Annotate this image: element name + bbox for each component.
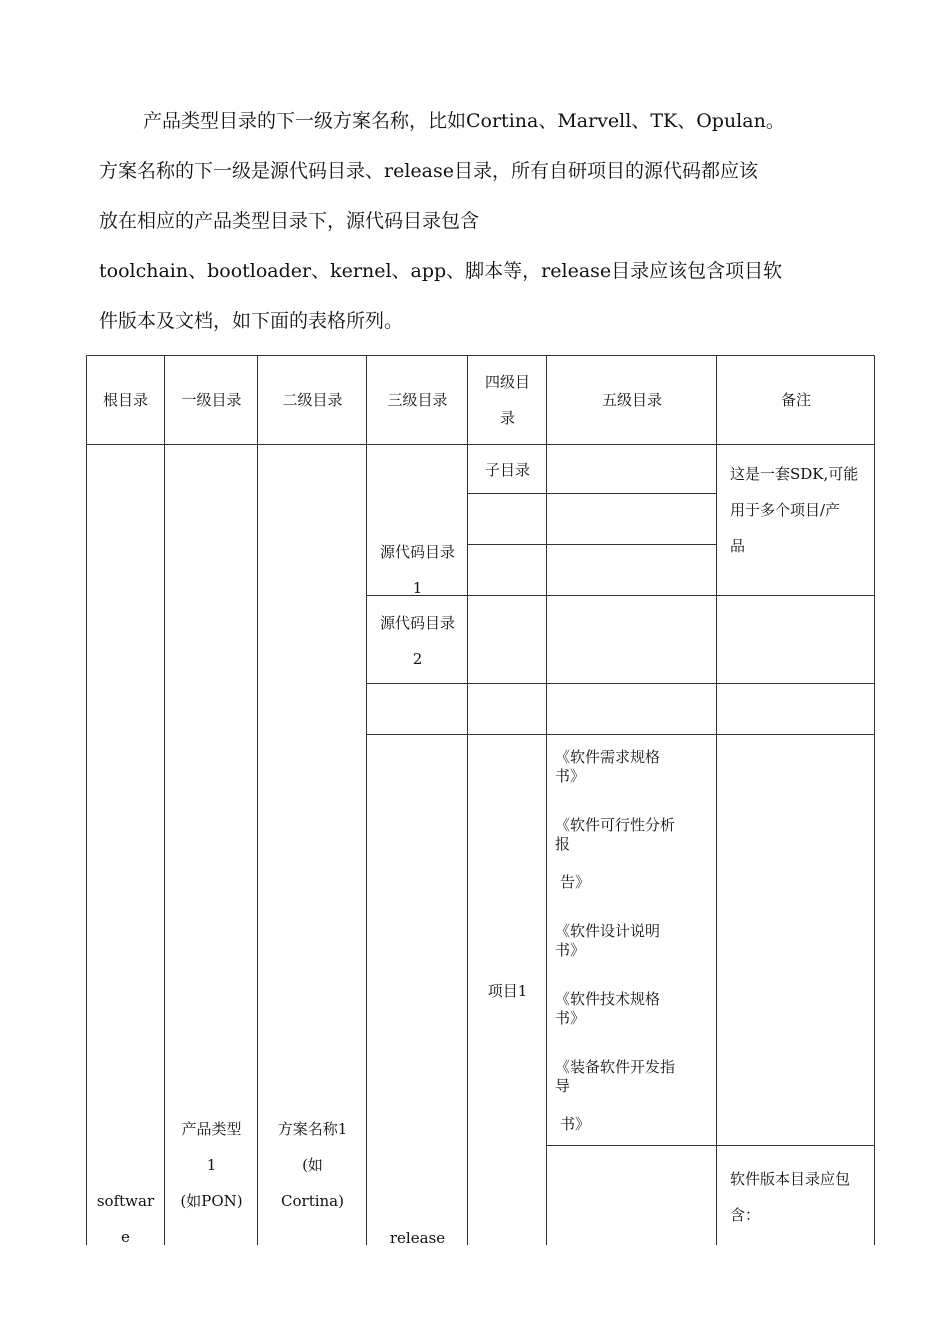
doc-list-line: 书》 (555, 767, 586, 785)
header-level3: 三级目录 (387, 391, 448, 409)
directory-table (86, 355, 875, 1245)
doc-list-line: 《软件技术规格 (555, 990, 661, 1008)
paragraph-line: 方案名称的下一级是源代码目录、release目录，所有自研项目的源代码都应该 (99, 160, 758, 182)
source-dir-2-cell: 源代码目录 2 (379, 614, 455, 668)
doc-list-line: 告》 (560, 873, 591, 891)
level1-product-type-cell: 产品类型 1 (如PON) (180, 1120, 243, 1210)
source-dir-1-cell: 源代码目录 1 (379, 543, 455, 597)
header-level4: 四级目 录 (484, 373, 530, 427)
doc-list-line: 《软件需求规格 (555, 748, 661, 766)
doc-list-line: 书》 (560, 1115, 591, 1133)
paragraph-line: 件版本及文档，如下面的表格所列。 (99, 310, 404, 332)
root-dir-cell: softwar e (96, 1192, 155, 1246)
note-version-cell: 软件版本目录应包 含： (730, 1170, 851, 1224)
header-level1: 一级目录 (181, 391, 242, 409)
project-1-cell: 项目1 (487, 982, 528, 1000)
level2-solution-cell: 方案名称1 (如 Cortina) (277, 1120, 348, 1210)
subdir-cell: 子目录 (484, 461, 530, 479)
release-dir-cell: release (389, 1229, 446, 1247)
intro-paragraph (99, 96, 879, 346)
header-notes: 备注 (780, 391, 811, 409)
doc-list-line: 导 (555, 1077, 571, 1095)
header-root: 根目录 (102, 391, 148, 409)
doc-list-line: 报 (555, 835, 571, 853)
doc-list-line: 《软件设计说明 (555, 922, 661, 940)
doc-list-line: 书》 (555, 1009, 586, 1027)
doc-list-line: 书》 (555, 941, 586, 959)
paragraph-line: 产品类型目录的下一级方案名称，比如Cortina、Marvell、TK、Opulan。 (143, 110, 785, 132)
note-sdk-cell: 这是一套SDK,可能 用于多个项目/产 品 (730, 465, 859, 555)
paragraph-line: toolchain、bootloader、kernel、app、脚本等，release目录应该包含项目软 (99, 260, 783, 282)
header-level5: 五级目录 (601, 391, 662, 409)
doc-list-line: 《软件可行性分析 (555, 816, 676, 834)
doc-list-line: 《装备软件开发指 (555, 1058, 676, 1076)
paragraph-line: 放在相应的产品类型目录下，源代码目录包含 (99, 210, 480, 232)
header-level2: 二级目录 (282, 391, 343, 409)
